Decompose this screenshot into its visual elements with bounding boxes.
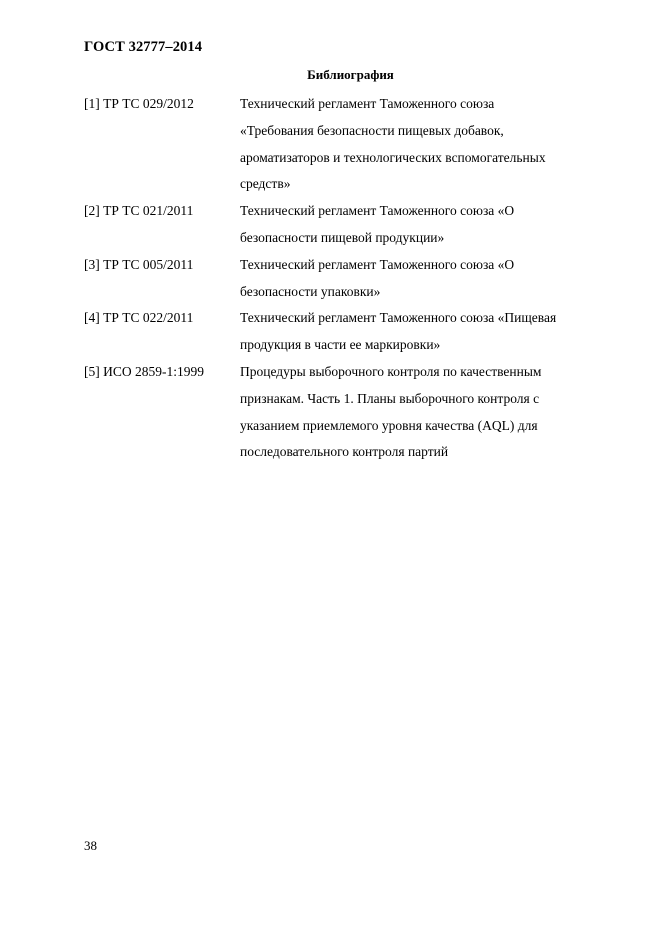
bibliography-list	[84, 91, 624, 466]
entry-reference: [2] ТР ТС 021/2011	[84, 203, 194, 219]
entry-description	[240, 91, 624, 198]
bibliography-entry-4	[84, 305, 624, 359]
entry-reference: [4] ТР ТС 022/2011	[84, 310, 194, 326]
entry-reference: [5] ИСО 2859-1:1999	[84, 363, 204, 379]
description-line: указанием приемлемого уровня качества (AQL) для	[240, 417, 538, 433]
entry-description	[240, 305, 624, 359]
bibliography-entry-5	[84, 359, 624, 466]
description-line: последовательного контроля партий	[240, 444, 449, 460]
description-line: ароматизаторов и технологических вспомогательных	[240, 149, 546, 165]
document-code-header: ГОСТ 32777–2014	[84, 39, 203, 55]
entry-description	[240, 252, 624, 306]
entry-reference: [1] ТР ТС 029/2012	[84, 96, 194, 111]
description-line: Технический регламент Таможенного союза «О	[240, 256, 515, 272]
entry-reference: [3] ТР ТС 005/2011	[84, 256, 194, 272]
description-line: Технический регламент Таможенного союза	[240, 96, 495, 111]
description-line: признакам. Часть 1. Планы выборочного контроля с	[240, 390, 540, 406]
description-line: продукция в части ее маркировки»	[240, 337, 441, 353]
description-line: Процедуры выборочного контроля по качественным	[240, 363, 542, 379]
entry-description	[240, 198, 624, 252]
description-line: Технический регламент Таможенного союза «О	[240, 203, 515, 219]
description-line: безопасности упаковки»	[240, 283, 381, 299]
bibliography-entry-2	[84, 198, 624, 252]
description-line: средств»	[240, 176, 291, 192]
description-line: «Требования безопасности пищевых добавок,	[240, 122, 504, 138]
description-line: безопасности пищевой продукции»	[240, 229, 445, 245]
bibliography-title: Библиография	[307, 67, 394, 82]
description-line: Технический регламент Таможенного союза «Пищевая	[240, 310, 557, 326]
bibliography-entry-3	[84, 252, 624, 306]
bibliography-entry-1	[84, 91, 624, 198]
entry-description	[240, 359, 624, 466]
page-number: 38	[84, 838, 97, 853]
